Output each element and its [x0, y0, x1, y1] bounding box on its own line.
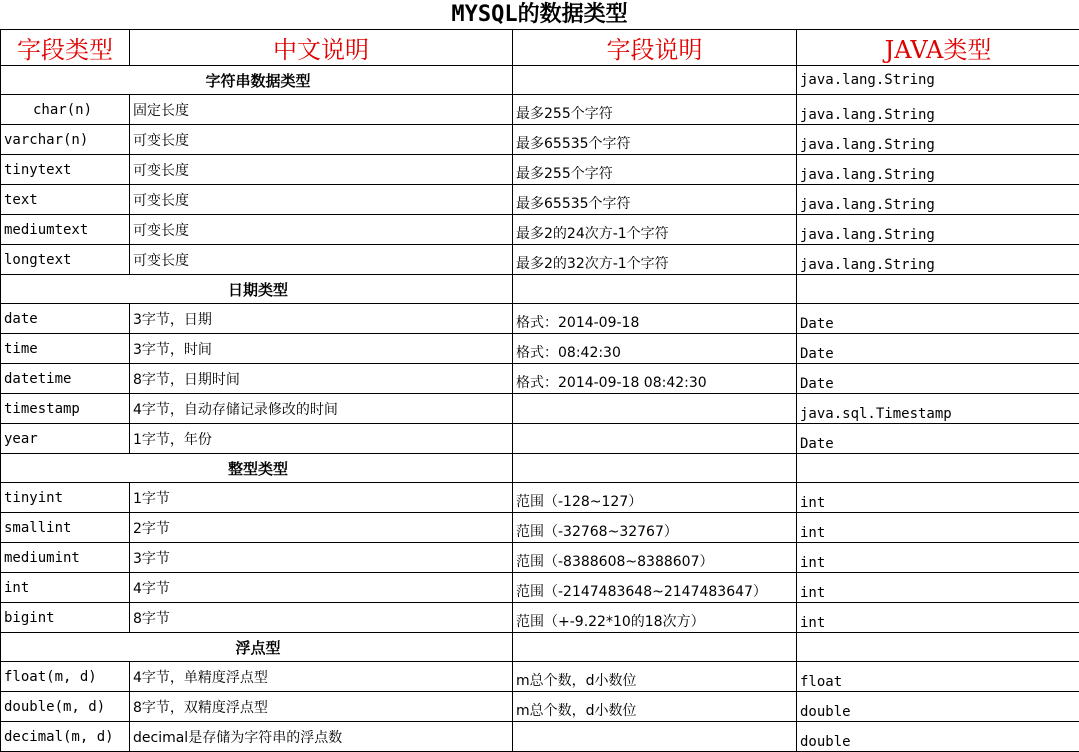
- chinese-desc-cell: 固定长度: [130, 95, 513, 125]
- header-chinese-desc: 中文说明: [130, 30, 513, 66]
- java-type-cell: java.lang.String: [797, 155, 1079, 185]
- java-type-cell: double: [797, 722, 1079, 752]
- field-type-cell: bigint: [1, 603, 130, 633]
- table-row: [1, 662, 1079, 692]
- table-row: [1, 513, 1079, 543]
- header-row: [1, 30, 1079, 66]
- chinese-desc-cell: 3字节，时间: [130, 334, 513, 364]
- chinese-desc-cell: 可变长度: [130, 245, 513, 275]
- chinese-desc-cell: 4字节: [130, 573, 513, 603]
- sheet-title: MYSQL的数据类型: [0, 0, 1079, 29]
- table-row: [1, 543, 1079, 573]
- chinese-desc-cell: 3字节: [130, 543, 513, 573]
- field-type-cell: datetime: [1, 364, 130, 394]
- java-type-cell: int: [797, 543, 1079, 573]
- table-row: [1, 722, 1079, 752]
- section-java-type: [797, 275, 1079, 304]
- table-row: [1, 304, 1079, 334]
- section-row: [1, 66, 1079, 95]
- field-desc-cell: 范围（-128~127）: [513, 483, 797, 513]
- field-desc-cell: 最多65535个字符: [513, 185, 797, 215]
- field-type-cell: smallint: [1, 513, 130, 543]
- header-field-type: 字段类型: [1, 30, 130, 66]
- field-desc-cell: 范围（-2147483648~2147483647）: [513, 573, 797, 603]
- field-desc-cell: m总个数，d小数位: [513, 662, 797, 692]
- field-type-cell: date: [1, 304, 130, 334]
- java-type-cell: java.lang.String: [797, 185, 1079, 215]
- chinese-desc-cell: 1字节: [130, 483, 513, 513]
- java-type-cell: Date: [797, 304, 1079, 334]
- section-empty-cell: [513, 275, 797, 304]
- section-java-type: [797, 633, 1079, 662]
- field-desc-cell: [513, 722, 797, 752]
- section-title: 字符串数据类型: [1, 66, 513, 95]
- field-desc-cell: 格式：08:42:30: [513, 334, 797, 364]
- field-type-cell: time: [1, 334, 130, 364]
- table-row: [1, 245, 1079, 275]
- field-desc-cell: 范围（+-9.22*10的18次方）: [513, 603, 797, 633]
- field-desc-cell: [513, 394, 797, 424]
- field-type-cell: char(n): [1, 95, 130, 125]
- header-java-type: JAVA类型: [797, 30, 1079, 66]
- chinese-desc-cell: 1字节，年份: [130, 424, 513, 454]
- field-type-cell: year: [1, 424, 130, 454]
- java-type-cell: int: [797, 513, 1079, 543]
- section-row: [1, 633, 1079, 662]
- section-title: 日期类型: [1, 275, 513, 304]
- table-row: [1, 364, 1079, 394]
- field-type-cell: float(m, d): [1, 662, 130, 692]
- field-desc-cell: m总个数，d小数位: [513, 692, 797, 722]
- field-type-cell: varchar(n): [1, 125, 130, 155]
- types-table: [0, 29, 1079, 752]
- java-type-cell: Date: [797, 364, 1079, 394]
- field-type-cell: tinytext: [1, 155, 130, 185]
- java-type-cell: java.sql.Timestamp: [797, 394, 1079, 424]
- section-row: [1, 454, 1079, 483]
- field-type-cell: int: [1, 573, 130, 603]
- table-row: [1, 424, 1079, 454]
- table-row: [1, 125, 1079, 155]
- table-row: [1, 95, 1079, 125]
- field-type-cell: timestamp: [1, 394, 130, 424]
- field-desc-cell: 范围（-32768~32767）: [513, 513, 797, 543]
- field-desc-cell: 最多255个字符: [513, 95, 797, 125]
- section-title: 浮点型: [1, 633, 513, 662]
- table-row: [1, 573, 1079, 603]
- field-desc-cell: 最多65535个字符: [513, 125, 797, 155]
- table-row: [1, 155, 1079, 185]
- chinese-desc-cell: 可变长度: [130, 125, 513, 155]
- section-row: [1, 275, 1079, 304]
- java-type-cell: java.lang.String: [797, 215, 1079, 245]
- section-title: 整型类型: [1, 454, 513, 483]
- table-row: [1, 692, 1079, 722]
- chinese-desc-cell: 3字节，日期: [130, 304, 513, 334]
- java-type-cell: Date: [797, 334, 1079, 364]
- table-row: [1, 483, 1079, 513]
- field-type-cell: mediumint: [1, 543, 130, 573]
- java-type-cell: float: [797, 662, 1079, 692]
- chinese-desc-cell: 可变长度: [130, 185, 513, 215]
- java-type-cell: int: [797, 603, 1079, 633]
- section-empty-cell: [513, 633, 797, 662]
- field-type-cell: double(m, d): [1, 692, 130, 722]
- chinese-desc-cell: 8字节，双精度浮点型: [130, 692, 513, 722]
- field-type-cell: tinyint: [1, 483, 130, 513]
- field-type-cell: text: [1, 185, 130, 215]
- field-desc-cell: 最多2的24次方-1个字符: [513, 215, 797, 245]
- table-row: [1, 185, 1079, 215]
- java-type-cell: java.lang.String: [797, 95, 1079, 125]
- field-type-cell: mediumtext: [1, 215, 130, 245]
- java-type-cell: double: [797, 692, 1079, 722]
- java-type-cell: java.lang.String: [797, 245, 1079, 275]
- table-row: [1, 603, 1079, 633]
- chinese-desc-cell: 可变长度: [130, 155, 513, 185]
- field-desc-cell: 最多2的32次方-1个字符: [513, 245, 797, 275]
- java-type-cell: Date: [797, 424, 1079, 454]
- chinese-desc-cell: 2字节: [130, 513, 513, 543]
- section-empty-cell: [513, 454, 797, 483]
- chinese-desc-cell: 4字节，自动存储记录修改的时间: [130, 394, 513, 424]
- field-type-cell: longtext: [1, 245, 130, 275]
- chinese-desc-cell: 可变长度: [130, 215, 513, 245]
- chinese-desc-cell: 8字节，日期时间: [130, 364, 513, 394]
- java-type-cell: java.lang.String: [797, 125, 1079, 155]
- field-desc-cell: 格式：2014-09-18 08:42:30: [513, 364, 797, 394]
- header-field-desc: 字段说明: [513, 30, 797, 66]
- field-desc-cell: 最多255个字符: [513, 155, 797, 185]
- java-type-cell: int: [797, 573, 1079, 603]
- table-row: [1, 334, 1079, 364]
- chinese-desc-cell: decimal是存储为字符串的浮点数: [130, 722, 513, 752]
- table-row: [1, 394, 1079, 424]
- field-type-cell: decimal(m, d): [1, 722, 130, 752]
- section-java-type: java.lang.String: [797, 66, 1079, 95]
- table-row: [1, 215, 1079, 245]
- chinese-desc-cell: 8字节: [130, 603, 513, 633]
- java-type-cell: int: [797, 483, 1079, 513]
- section-java-type: [797, 454, 1079, 483]
- chinese-desc-cell: 4字节，单精度浮点型: [130, 662, 513, 692]
- section-empty-cell: [513, 66, 797, 95]
- field-desc-cell: [513, 424, 797, 454]
- field-desc-cell: 格式：2014-09-18: [513, 304, 797, 334]
- field-desc-cell: 范围（-8388608~8388607）: [513, 543, 797, 573]
